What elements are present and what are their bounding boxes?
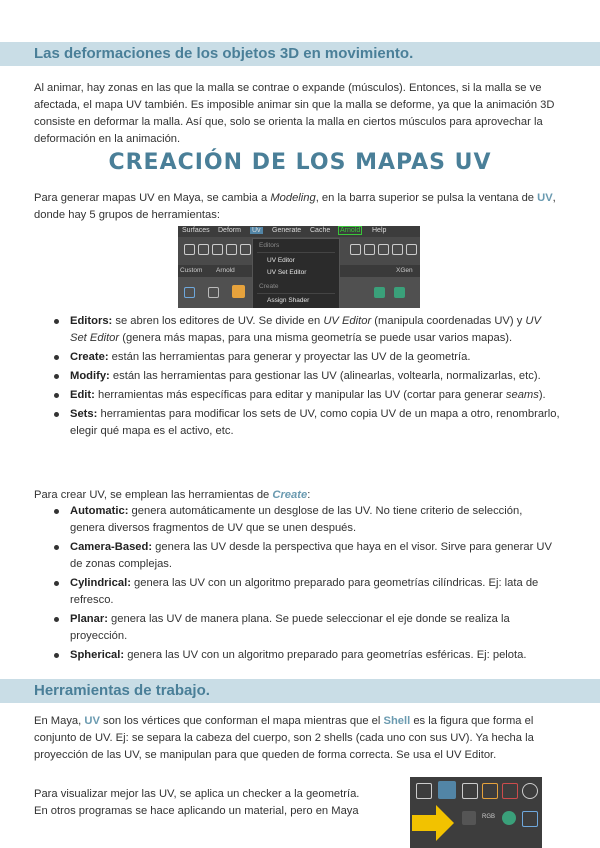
tool-group-text: se abren los editores de UV. Se divide en xyxy=(112,315,324,327)
menu-item-uv-set-editor[interactable]: UV Set Editor xyxy=(267,269,307,276)
tool-icon[interactable] xyxy=(378,244,389,255)
bullet-icon xyxy=(54,581,59,586)
create-tool-item xyxy=(50,503,560,537)
toolbar-icon[interactable] xyxy=(502,783,518,799)
paragraph-intro-uv: Para generar mapas UV en Maya, se cambia a Modeling, en la barra superior se pulsa la ventana de UV, donde hay 5 grupos de herramientas: xyxy=(34,192,556,221)
tool-group-item xyxy=(50,313,560,347)
toolbar-icon[interactable] xyxy=(462,783,478,799)
tool-icon[interactable] xyxy=(406,244,417,255)
tool-group-text: (manipula coordenadas UV) y xyxy=(371,315,526,327)
bullet-icon xyxy=(54,509,59,514)
tool-group-name: Edit: xyxy=(70,389,95,401)
menu-item-assign-shader[interactable]: Assign Shader xyxy=(267,297,310,304)
create-tool-item xyxy=(50,647,560,664)
heading-creacion-mapas-uv: CREACIÓN DE LOS MAPAS UV xyxy=(108,150,492,175)
tab-custom[interactable]: Custom xyxy=(180,267,203,274)
create-tool-item xyxy=(50,611,560,645)
section-title-deformaciones: Las deformaciones de los objetos 3D en movimiento. xyxy=(34,45,414,62)
create-tool-text: genera las UV desde la perspectiva que haya en el visor. Sirve para generar UV de zonas complejas. xyxy=(70,541,552,570)
tool-group-name: Editors: xyxy=(70,315,113,327)
toolbar-icon[interactable] xyxy=(462,811,476,825)
create-tool-text: genera las UV de manera plana. Se puede seleccionar el eje donde se realiza la proyección. xyxy=(70,613,510,642)
tool-group-text: herramientas más específicas para editar y manipular las UV (cortar para generar xyxy=(94,389,506,401)
uv-tool-groups-list xyxy=(50,313,560,442)
tool-group-text: están las herramientas para gestionar las UV (alinearlas, voltearla, normalizarlas, etc). xyxy=(109,370,541,382)
toolbar-icon[interactable] xyxy=(482,783,498,799)
menu-cache[interactable]: Cache xyxy=(310,227,331,234)
dropdown-header-create: Create xyxy=(259,283,279,290)
tool-icon[interactable] xyxy=(226,244,237,255)
bullet-icon xyxy=(54,374,59,379)
tool-icon[interactable] xyxy=(212,244,223,255)
create-tool-item xyxy=(50,575,560,609)
tool-group-text: UV Editor xyxy=(323,315,372,327)
toolbar-icon[interactable] xyxy=(416,783,432,799)
toolbar-icon[interactable] xyxy=(502,811,516,825)
tool-icon[interactable] xyxy=(240,244,251,255)
paragraph-deformaciones: Al animar, hay zonas en las que la malla se contrae o expande (músculos). Entonces, si la malla se ve afectada, el mapa UV también. Es imposible animar sin que la malla se deforme, ya que la animación 3D consiste en deformar la malla. Así que, solo se orienta la malla en ciertos músculos para aprovechar la deformación en la animación. xyxy=(34,82,555,145)
maya-menubar xyxy=(178,226,420,237)
bullet-icon xyxy=(54,412,59,417)
create-tools-list xyxy=(50,503,560,666)
create-tool-item xyxy=(50,539,560,573)
menu-deform[interactable]: Deform xyxy=(218,227,241,234)
shelf-sphere-icon[interactable] xyxy=(184,287,195,298)
menu-surfaces[interactable]: Surfaces xyxy=(182,227,210,234)
create-tool-text: genera las UV con un algoritmo preparado para geometrías cilíndricas. Ej: lata de refresco. xyxy=(70,577,539,606)
tool-group-text: ). xyxy=(538,389,546,401)
shelf-cubes-icon[interactable] xyxy=(208,287,219,298)
menu-uv[interactable]: Uv xyxy=(252,227,261,234)
bullet-icon xyxy=(54,393,59,398)
toolbar-icon[interactable] xyxy=(522,783,538,799)
menu-item-uv-editor[interactable]: UV Editor xyxy=(267,257,295,264)
bullet-icon xyxy=(54,653,59,658)
tool-group-text: herramientas para modificar los sets de UV, como copia UV de un mapa a otro, renombrarlo, elegir qué mapa es el activo, etc. xyxy=(70,408,560,437)
bullet-icon xyxy=(54,319,59,324)
tool-group-item xyxy=(50,349,560,366)
create-tool-name: Planar: xyxy=(70,613,108,625)
tool-icon[interactable] xyxy=(350,244,361,255)
shelf-uv-icon[interactable] xyxy=(394,287,405,298)
shelf-cube-icon[interactable] xyxy=(232,285,245,298)
paragraph-uv-shell: En Maya, UV son los vértices que conforman el mapa mientras que el Shell es la figura que forma el conjunto de UV. Ej: se separa la cabeza del cuerpo, son 2 shells (cada uno con sus UV). Ya hecha la proyección de las UV, se manipulan para que queden de forma correcta. Se usa el UV Editor. xyxy=(34,715,534,761)
tool-group-text: están las herramientas para generar y proyectar las UV de la geometría. xyxy=(108,351,471,363)
dropdown-divider xyxy=(257,293,335,294)
rgb-label[interactable]: RGB xyxy=(482,814,496,820)
maya-checker-toolbar-screenshot xyxy=(410,777,542,848)
checker-toggle-icon[interactable] xyxy=(438,781,456,799)
dropdown-header-editors: Editors xyxy=(259,242,280,249)
uv-dropdown-menu xyxy=(252,238,340,308)
create-tool-name: Spherical: xyxy=(70,649,125,661)
bullet-icon xyxy=(54,617,59,622)
tool-group-item xyxy=(50,406,560,440)
tool-group-item xyxy=(50,387,560,404)
create-tool-text: genera automáticamente un desglose de las UV. No tiene criterio de selección, genera diversos fragmentos de UV que se unen después. xyxy=(70,505,523,534)
paragraph-create-intro: Para crear UV, se emplean las herramientas de Create: xyxy=(34,489,311,501)
create-tool-name: Cylindrical: xyxy=(70,577,131,589)
tool-group-name: Create: xyxy=(70,351,109,363)
menu-arnold[interactable]: Arnold xyxy=(340,227,361,234)
tab-arnold[interactable]: Arnold xyxy=(216,267,235,274)
create-tool-name: Camera-Based: xyxy=(70,541,153,553)
section-title-herramientas: Herramientas de trabajo. xyxy=(34,682,210,699)
tool-group-name: Modify: xyxy=(70,370,110,382)
tool-icon[interactable] xyxy=(392,244,403,255)
toolbar-icon[interactable] xyxy=(522,811,538,827)
yellow-arrow-icon xyxy=(412,803,456,843)
paragraph-checker: Para visualizar mejor las UV, se aplica un checker a la geometría. En otros programas se hace aplicando un material, pero en Maya xyxy=(34,788,360,817)
menu-generate[interactable]: Generate xyxy=(272,227,302,234)
tool-group-name: Sets: xyxy=(70,408,98,420)
tool-group-item xyxy=(50,368,560,385)
menu-help[interactable]: Help xyxy=(372,227,387,234)
tool-group-text: (genera más mapas, para una misma geometría se puede usar varios mapas). xyxy=(119,332,513,344)
tool-icon[interactable] xyxy=(184,244,195,255)
tool-icon[interactable] xyxy=(364,244,375,255)
tab-xgen[interactable]: XGen xyxy=(396,267,413,274)
dropdown-divider xyxy=(257,252,335,253)
create-tool-text: genera las UV con un algoritmo preparado para geometrías esféricas. Ej: pelota. xyxy=(124,649,527,661)
bullet-icon xyxy=(54,545,59,550)
create-tool-name: Automatic: xyxy=(70,505,129,517)
tool-icon[interactable] xyxy=(198,244,209,255)
bullet-icon xyxy=(54,355,59,360)
maya-uv-menu-screenshot xyxy=(178,226,420,308)
tool-group-text: UV Set Editor xyxy=(70,315,541,344)
tool-group-text: seams xyxy=(505,389,539,401)
shelf-uv-icon[interactable] xyxy=(374,287,385,298)
